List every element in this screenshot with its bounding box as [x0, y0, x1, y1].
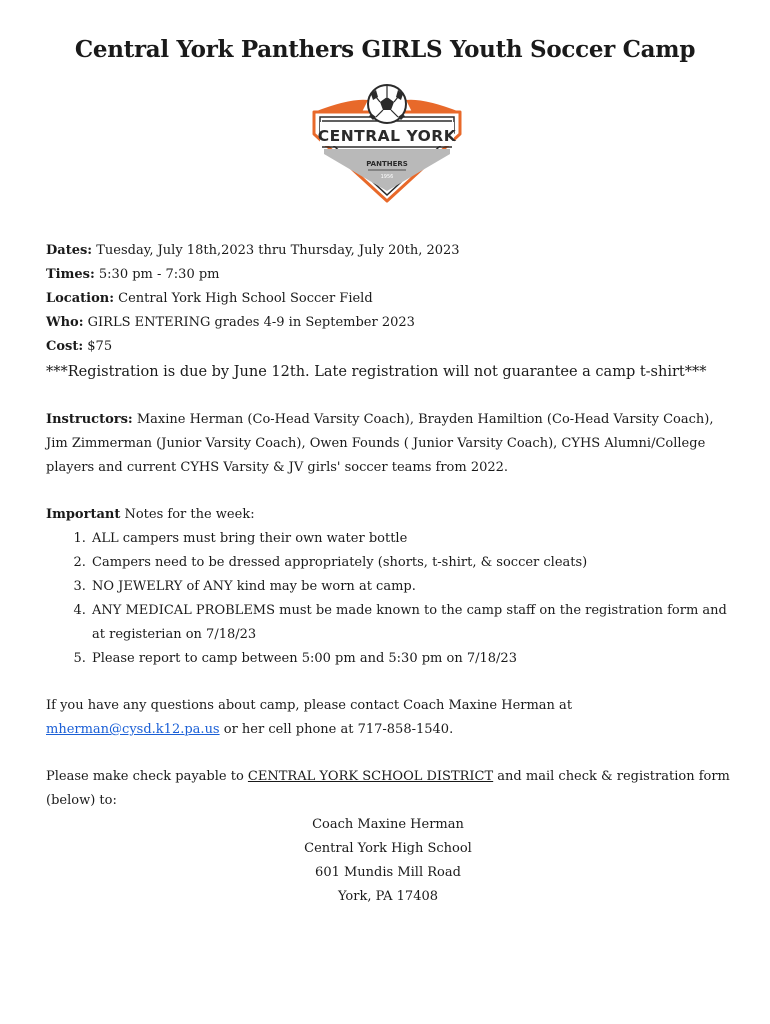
address-line: York, PA 17408: [337, 889, 439, 904]
location-line: [46, 287, 736, 311]
email-link[interactable]: mherman@cysd.k12.pa.us: [46, 722, 220, 737]
who-label: Who:: [46, 315, 84, 330]
times-line: [46, 263, 736, 287]
who-line: [46, 311, 736, 335]
list-item: 2. Campers need to be dressed appropriately (shorts, t-shirt, & soccer cleats): [90, 551, 736, 575]
location-value: Central York High School Soccer Field: [114, 291, 373, 306]
notes-list: [46, 527, 736, 671]
camp-details: [46, 239, 736, 909]
payment-payee: CENTRAL YORK SCHOOL DISTRICT: [247, 769, 494, 784]
address-line: 601 Mundis Mill Road: [315, 865, 461, 880]
list-item: 3. NO JEWELRY of ANY kind may be worn at camp.: [90, 575, 736, 599]
registration-note: ***Registration is due by June 12th. Late registration will not guarantee a camp t-shirt***: [46, 364, 707, 380]
contact-intro: If you have any questions about camp, please contact Coach Maxine Herman at: [46, 698, 573, 713]
times-label: Times:: [46, 267, 95, 282]
address-line: Coach Maxine Herman: [312, 817, 464, 832]
notes-heading: [46, 503, 736, 527]
cost-value: $75: [83, 339, 113, 354]
dates-value: Tuesday, July 18th,2023 thru Thursday, July 20th, 2023: [92, 243, 460, 258]
who-value: GIRLS ENTERING grades 4-9 in September 2023: [83, 315, 415, 330]
payment-prefix: Please make check payable to: [46, 769, 248, 784]
instructors-text: Maxine Herman (Co-Head Varsity Coach), Brayden Hamiltion (Co-Head Varsity Coach), Jim Zimmerman (Junior Varsity Coach), Owen Founds ( Junior Varsity Coach), CYHS Alumni/College players and current CYHS Varsity & JV girls' soccer teams from 2022.: [46, 412, 714, 475]
soccer-ball-icon: [368, 85, 406, 123]
mailing-address: [46, 813, 730, 909]
logo-team-name: CENTRAL YORK: [317, 127, 457, 145]
contact-phone: or her cell phone at 717-858-1540.: [219, 722, 454, 737]
contact-paragraph: [46, 694, 736, 742]
list-item: 5. Please report to camp between 5:00 pm and 5:30 pm on 7/18/23: [90, 647, 736, 671]
cost-label: Cost:: [46, 339, 84, 354]
notes-label-rest: Notes for the week:: [120, 507, 255, 522]
logo-year: 1956: [380, 174, 394, 180]
payment-paragraph: [46, 765, 736, 813]
address-line: Central York High School: [304, 841, 472, 856]
list-item: 1. ALL campers must bring their own water bottle: [90, 527, 736, 551]
dates-label: Dates:: [46, 243, 93, 258]
times-value: 5:30 pm - 7:30 pm: [94, 267, 220, 282]
cost-line: [46, 335, 736, 359]
dates-line: [46, 239, 736, 263]
notes-label: Important: [46, 507, 121, 522]
location-label: Location:: [46, 291, 115, 306]
page-title: Central York Panthers GIRLS Youth Soccer Camp: [74, 36, 696, 63]
logo-sub-name: PANTHERS: [366, 160, 408, 168]
payment-suffix: and mail check & registration form (below) to:: [46, 769, 730, 808]
instructors-paragraph: [46, 408, 736, 480]
team-logo: [310, 84, 464, 204]
list-item: 4. ANY MEDICAL PROBLEMS must be made known to the camp staff on the registration form and at registerian on 7/18/23: [90, 599, 736, 647]
instructors-label: Instructors:: [46, 412, 133, 427]
